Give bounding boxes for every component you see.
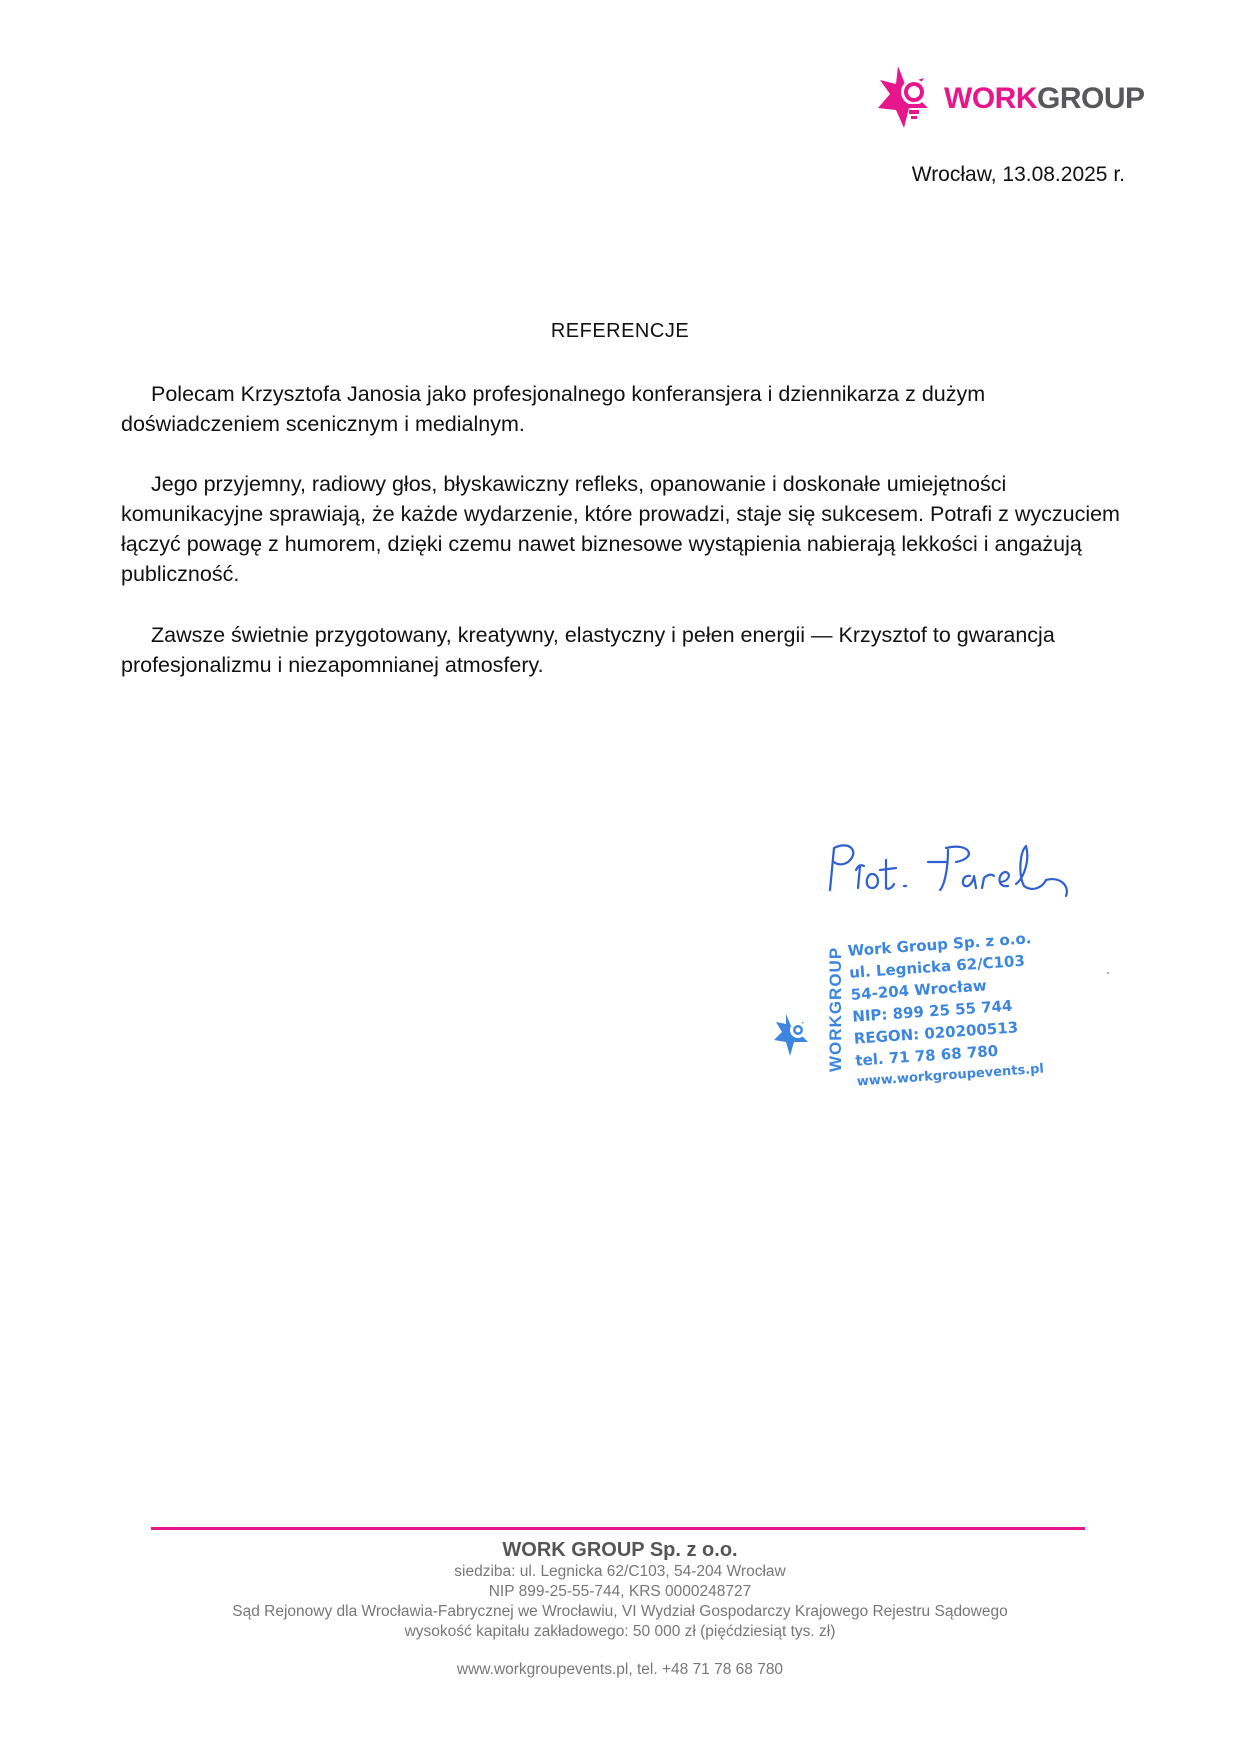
logo-text-work: WORK [944, 82, 1037, 115]
letter-title: REFERENCJE [550, 320, 690, 342]
footer-divider [151, 1527, 1085, 1530]
footer-contact: www.workgroupevents.pl, tel. +48 71 78 68 780 [456, 1661, 784, 1678]
paragraph-text: Polecam Krzysztofa Janosia jako profesjonalnego konferansjera i dziennikarza z dużym doświadczeniem scenicznym i medialnym. [121, 382, 986, 436]
logo-wordmark [944, 82, 1145, 116]
stamp-line: www.workgroupevents.pl [856, 1061, 1045, 1090]
stamp-line: Work Group Sp. z o.o. [847, 929, 1032, 960]
letter-paragraph-1 [121, 379, 1131, 439]
handwritten-signature [820, 830, 1090, 910]
footer-address: siedziba: ul. Legnicka 62/C103, 54-204 Wrocław [454, 1563, 786, 1580]
lightbulb-star-icon [772, 1010, 820, 1058]
letter-date: Wrocław, 13.08.2025 r. [911, 163, 1125, 186]
logo-text-group: GROUP [1036, 82, 1145, 115]
footer-capital: wysokość kapitału zakładowego: 50 000 zł (pięćdziesiąt tys. zł) [404, 1623, 836, 1640]
stamp-line: REGON: 020200513 [853, 1018, 1019, 1048]
paragraph-text: Zawsze świetnie przygotowany, kreatywny, elastyczny i pełen energii — Krzysztof to gwarancja profesjonalizmu i niezapomnianej atmosfery. [121, 623, 1055, 677]
stamp-line: NIP: 899 25 55 744 [851, 996, 1013, 1026]
footer-registration-ids: NIP 899-25-55-744, KRS 0000248727 [488, 1583, 752, 1600]
letter-paragraph-3 [121, 620, 1131, 680]
stamp-text-block [847, 923, 1097, 1093]
scan-speck [1107, 972, 1109, 974]
stamp-line: tel. 71 78 68 780 [854, 1041, 999, 1070]
footer-company-name: WORK GROUP Sp. z o.o. [502, 1539, 738, 1561]
stamp-brand-text: WORKGROUP [826, 946, 845, 1072]
company-logo [876, 64, 1145, 130]
footer [0, 1538, 1240, 1680]
paragraph-text: Jego przyjemny, radiowy głos, błyskawiczny refleks, opanowanie i doskonałe umiejętności komunikacyjne sprawiają, że każde wydarzenie, które prowadzi, staje się sukcesem. Potrafi z wyczuciem łączyć powagę z humorem, dzięki czemu nawet biznesowe wystąpienia nabierają lekkości i angażują publiczność. [121, 472, 1120, 586]
lightbulb-star-icon [876, 64, 946, 130]
stamp-line: ul. Legnicka 62/C103 [848, 951, 1026, 982]
stamp-line: 54-204 Wrocław [850, 976, 988, 1004]
company-stamp [772, 929, 1092, 1100]
footer-court: Sąd Rejonowy dla Wrocławia-Fabrycznej we Wrocławiu, VI Wydział Gospodarczy Krajowego Rejestru Sądowego [232, 1603, 1008, 1620]
letter-paragraph-2 [121, 469, 1131, 589]
